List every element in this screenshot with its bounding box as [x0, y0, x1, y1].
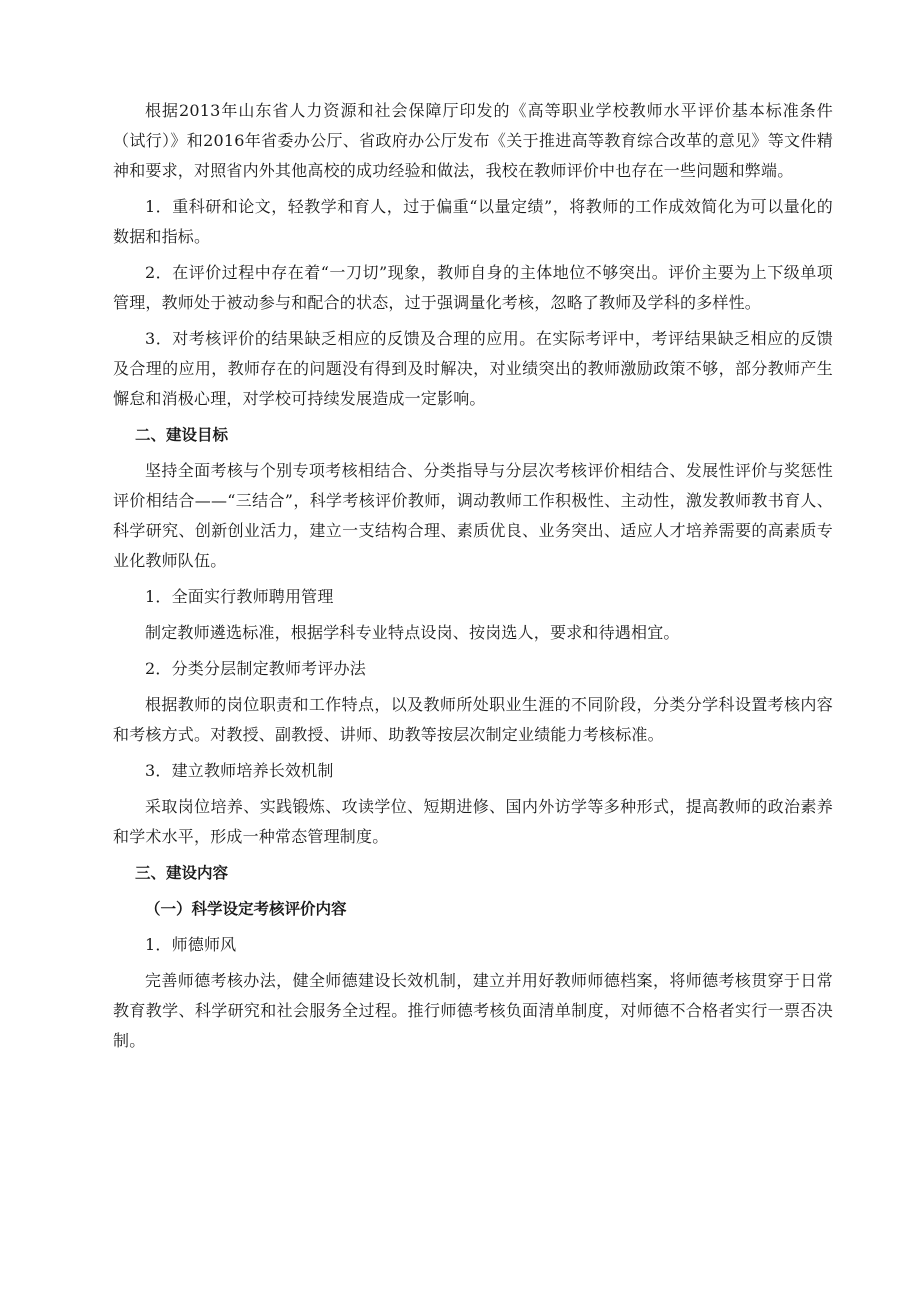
intro-paragraph: 根据2013年山东省人力资源和社会保障厅印发的《高等职业学校教师水平评价基本标准条件（试行）》和2016年省委办公厅、省政府办公厅发布《关于推进高等教育综合改革的意见》等文件精神和要求，对照省内外其他高校的成功经验和做法，我校在教师评价中也存在一些问题和弊端。: [113, 101, 833, 180]
document-page: [113, 96, 833, 1062]
section-heading-content: 三、建设内容: [135, 864, 229, 882]
problem-item-3: 3．对考核评价的结果缺乏相应的反馈及合理的应用。在实际考评中，考评结果缺乏相应的反馈及合理的应用，教师存在的问题没有得到及时解决，对业绩突出的教师激励政策不够，部分教师产生懈怠和消极心理，对学校可持续发展造成一定影响。: [113, 329, 833, 408]
goals-paragraph: 坚持全面考核与个别专项考核相结合、分类指导与分层次考核评价相结合、发展性评价与奖惩性评价相结合——“三结合”，科学考核评价教师，调动教师工作积极性、主动性，激发教师教书育人、科学研究、创新创业活力，建立一支结构合理、素质优良、业务突出、适应人才培养需要的高素质专业化教师队伍。: [113, 461, 833, 570]
subsection-heading-evaluation: （一）科学设定考核评价内容: [145, 900, 347, 918]
content-item-1-title: 1．师德师风: [145, 935, 237, 954]
content-item-1-body: 完善师德考核办法，健全师德建设长效机制，建立并用好教师师德档案，将师德考核贯穿于日常教育教学、科学研究和社会服务全过程。推行师德考核负面清单制度，对师德不合格者实行一票否决制。: [113, 971, 833, 1050]
goal-item-1-title: 1．全面实行教师聘用管理: [145, 587, 334, 606]
goal-item-3-body: 采取岗位培养、实践锻炼、攻读学位、短期进修、国内外访学等多种形式，提高教师的政治素养和学术水平，形成一种常态管理制度。: [113, 797, 833, 846]
goal-item-3-title: 3．建立教师培养长效机制: [145, 761, 334, 780]
section-heading-goals: 二、建设目标: [135, 426, 229, 444]
problem-item-2: 2．在评价过程中存在着“一刀切”现象，教师自身的主体地位不够突出。评价主要为上下级单项管理，教师处于被动参与和配合的状态，过于强调量化考核，忽略了教师及学科的多样性。: [113, 263, 833, 312]
problem-item-1: 1．重科研和论文，轻教学和育人，过于偏重“以量定绩”，将教师的工作成效简化为可以量化的数据和指标。: [113, 197, 833, 246]
goal-item-2-body: 根据教师的岗位职责和工作特点，以及教师所处职业生涯的不同阶段，分类分学科设置考核内容和考核方式。对教授、副教授、讲师、助教等按层次制定业绩能力考核标准。: [113, 695, 833, 744]
goal-item-2-title: 2．分类分层制定教师考评办法: [145, 659, 366, 678]
goal-item-1-body: 制定教师遴选标准，根据学科专业特点设岗、按岗选人，要求和待遇相宜。: [145, 623, 680, 642]
